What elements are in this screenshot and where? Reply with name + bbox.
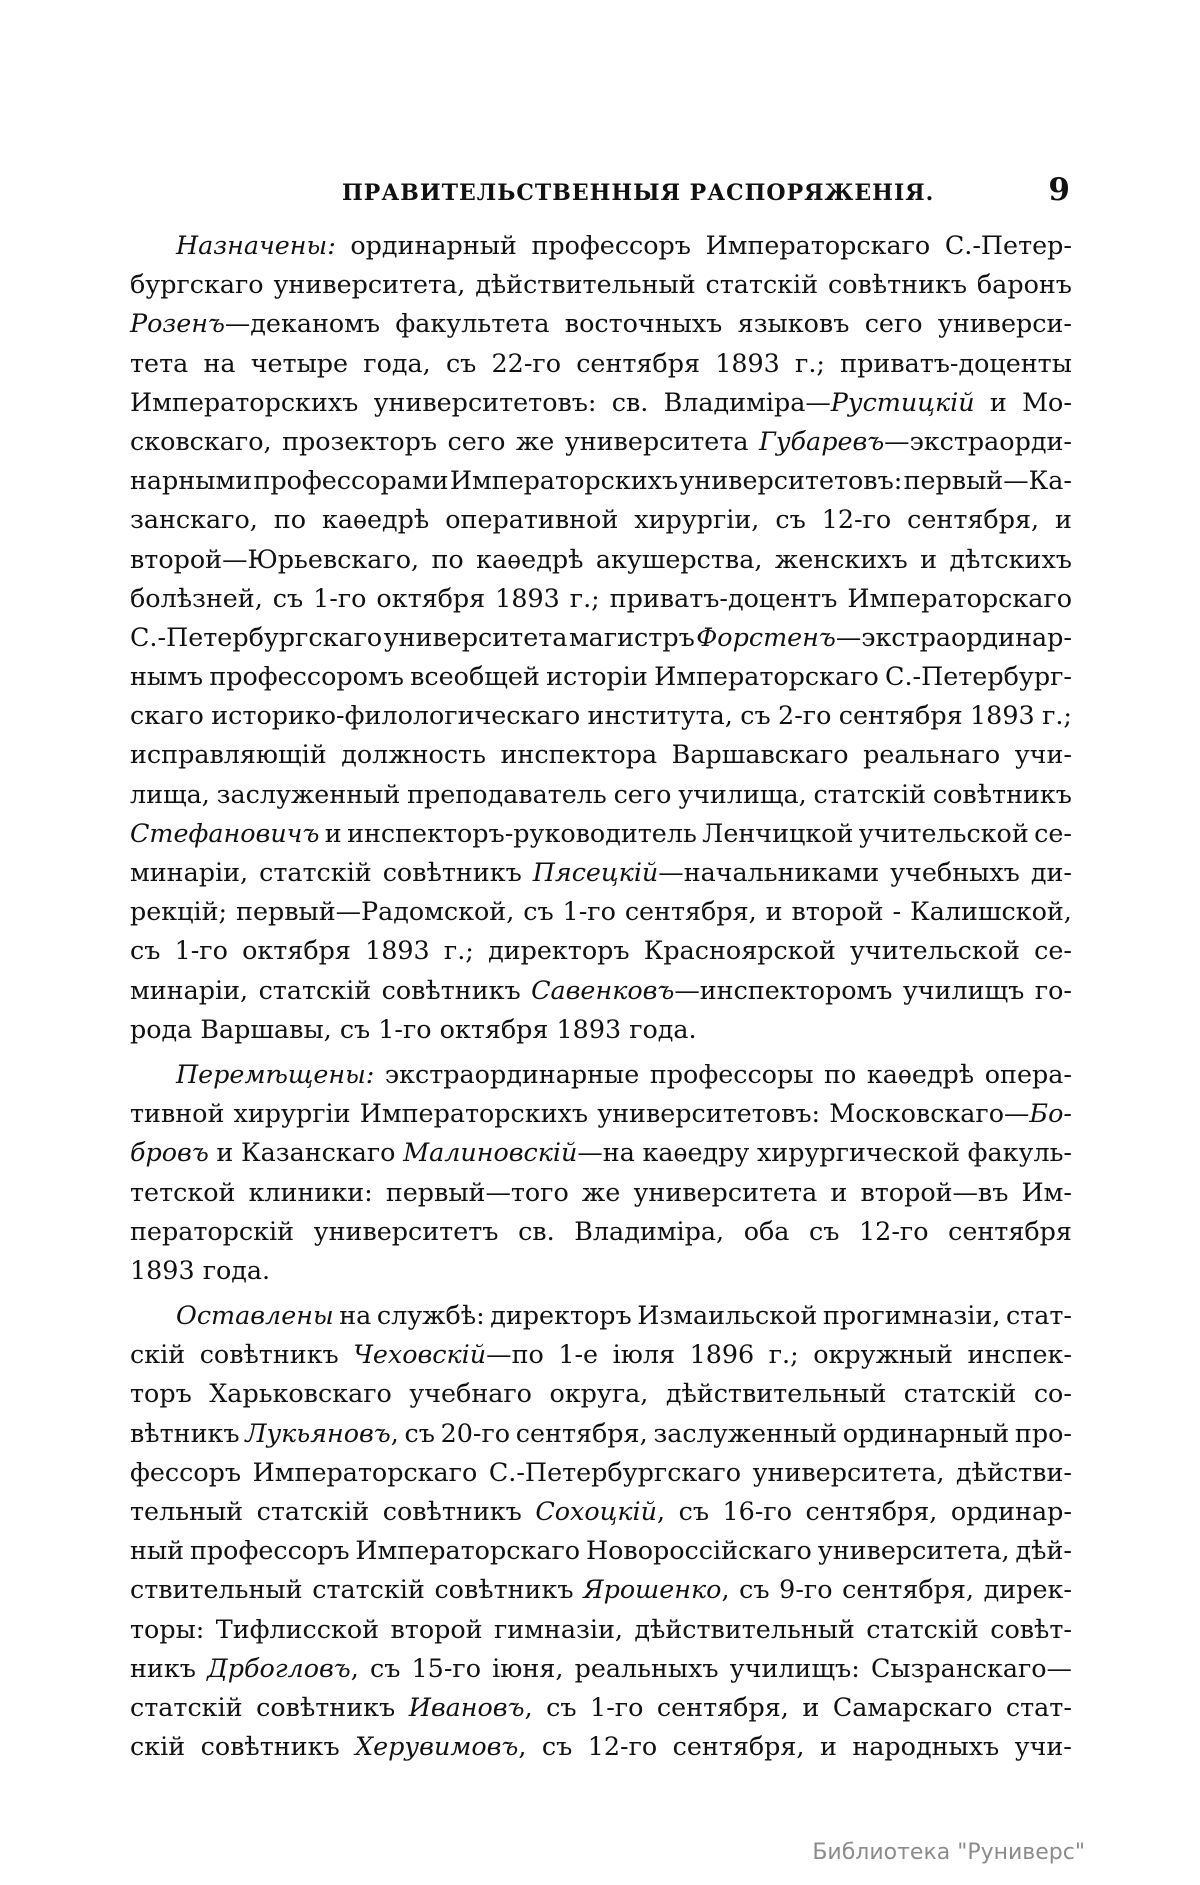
text-line: второй—Юрьевскаго, по каѳедрѣ акушерства, женскихъ и дѣтскихъ: [130, 543, 1072, 574]
text-line: Императорскихъ университетовъ: св. Владиміра—Рустицкій и Мо-: [130, 386, 1072, 417]
text-line: никъ Дрбогловъ, съ 15-го іюня, реальныхъ училищъ: Сызранскаго—: [130, 1652, 1072, 1683]
text-line: болѣзней, съ 1-го октября 1893 г.; приватъ-доцентъ Императорскаго: [130, 582, 1072, 613]
text-line: Оставлены на службѣ: директоръ Измаильской прогимназіи, стат-: [176, 1300, 1072, 1331]
text-line: Перемѣщены: экстраординарные профессоры по каѳедрѣ опера-: [176, 1058, 1072, 1089]
text-line: ствительный статскій совѣтникъ Ярошенко, съ 9-го сентября, дирек-: [130, 1574, 1072, 1605]
text-line: скаго историко-филологическаго института, съ 2-го сентября 1893 г.;: [130, 700, 1072, 731]
library-watermark: Библиотека "Руниверс": [812, 1840, 1085, 1865]
body-text: [130, 226, 1072, 1766]
text-line: С.-Петербургскаго университета магистръ Форстенъ—экстраординар-: [130, 621, 1072, 652]
text-line: минаріи, статскій совѣтникъ Савенковъ—инспекторомъ училищъ го-: [130, 974, 1072, 1005]
text-line: скій совѣтникъ Чеховскій—по 1-е іюля 1896 г.; окружный инспек-: [130, 1339, 1072, 1370]
page-number: 9: [1048, 172, 1070, 208]
text-line: тивной хирургіи Императорскихъ университетовъ: Московскаго—Бо-: [130, 1098, 1072, 1129]
text-line: ператорскій университетъ св. Владиміра, оба съ 12-го сентября: [130, 1215, 1072, 1246]
text-line: тетской клиники: первый—того же университета и второй—въ Им-: [130, 1176, 1072, 1207]
text-line: тета на четыре года, съ 22-го сентября 1893 г.; приватъ-доценты: [130, 347, 1072, 378]
text-line: рекцій; первый—Радомской, съ 1-го сентября, и второй - Калишской,: [130, 896, 1072, 927]
text-line: минаріи, статскій совѣтникъ Пясецкій—начальниками учебныхъ ди-: [130, 857, 1072, 887]
text-line: тельный статскій совѣтникъ Сохоцкій, съ 16-го сентября, ординар-: [130, 1496, 1072, 1526]
text-line: Назначены: ординарный профессоръ Императорскаго С.-Петер-: [176, 230, 1072, 260]
text-line: исправляющій должность инспектора Варшавскаго реальнаго учи-: [130, 739, 1072, 770]
running-header: [130, 172, 1070, 216]
text-line: сковскаго, прозекторъ сего же университета Губаревъ—экстраорди-: [130, 425, 1072, 456]
text-line: вѣтникъ Лукьяновъ, съ 20-го сентября, заслуженный ординарный про-: [130, 1417, 1072, 1448]
text-line: торъ Харьковскаго учебнаго округа, дѣйствительный статскій со-: [130, 1378, 1072, 1409]
text-line: ный профессоръ Императорскаго Новороссійскаго университета, дѣй-: [130, 1535, 1072, 1566]
text-line: занскаго, по каѳедрѣ оперативной хирургіи, съ 12-го сентября, и: [130, 504, 1072, 535]
text-line: торы: Тифлисской второй гимназіи, дѣйствительный статскій совѣт-: [130, 1613, 1072, 1644]
text-line: скій совѣтникъ Херувимовъ, съ 12-го сентября, и народныхъ учи-: [130, 1731, 1072, 1762]
text-line: Розенъ—деканомъ факультета восточныхъ языковъ сего универси-: [130, 308, 1072, 339]
text-line: бровъ и Казанскаго Малиновскій—на каѳедру хирургической факуль-: [130, 1137, 1072, 1168]
text-line: рода Варшавы, съ 1-го октября 1893 года.: [130, 1013, 697, 1044]
text-line: съ 1-го октября 1893 г.; директоръ Красноярской учительской се-: [130, 935, 1072, 966]
text-line: нымъ профессоромъ всеобщей исторіи Императорскаго С.-Петербург-: [130, 661, 1072, 692]
text-line: нарными профессорами Императорскихъ университетовъ: первый—Ка-: [130, 465, 1072, 496]
text-line: 1893 года.: [130, 1254, 271, 1285]
running-title: ПРАВИТЕЛЬСТВЕННЫЯ РАСПОРЯЖЕНІЯ.: [342, 180, 935, 206]
text-line: фессоръ Императорскаго С.-Петербургскаго университета, дѣйстви-: [130, 1456, 1072, 1487]
text-line: статскій совѣтникъ Ивановъ, съ 1-го сентября, и Самарскаго стат-: [130, 1691, 1072, 1722]
text-line: бургскаго университета, дѣйствительный статскій совѣтникъ баронъ: [130, 269, 1072, 300]
text-line: Стефановичъ и инспекторъ-руководитель Ленчицкой учительской се-: [130, 817, 1072, 848]
text-line: лища, заслуженный преподаватель сего училища, статскій совѣтникъ: [130, 778, 1072, 809]
